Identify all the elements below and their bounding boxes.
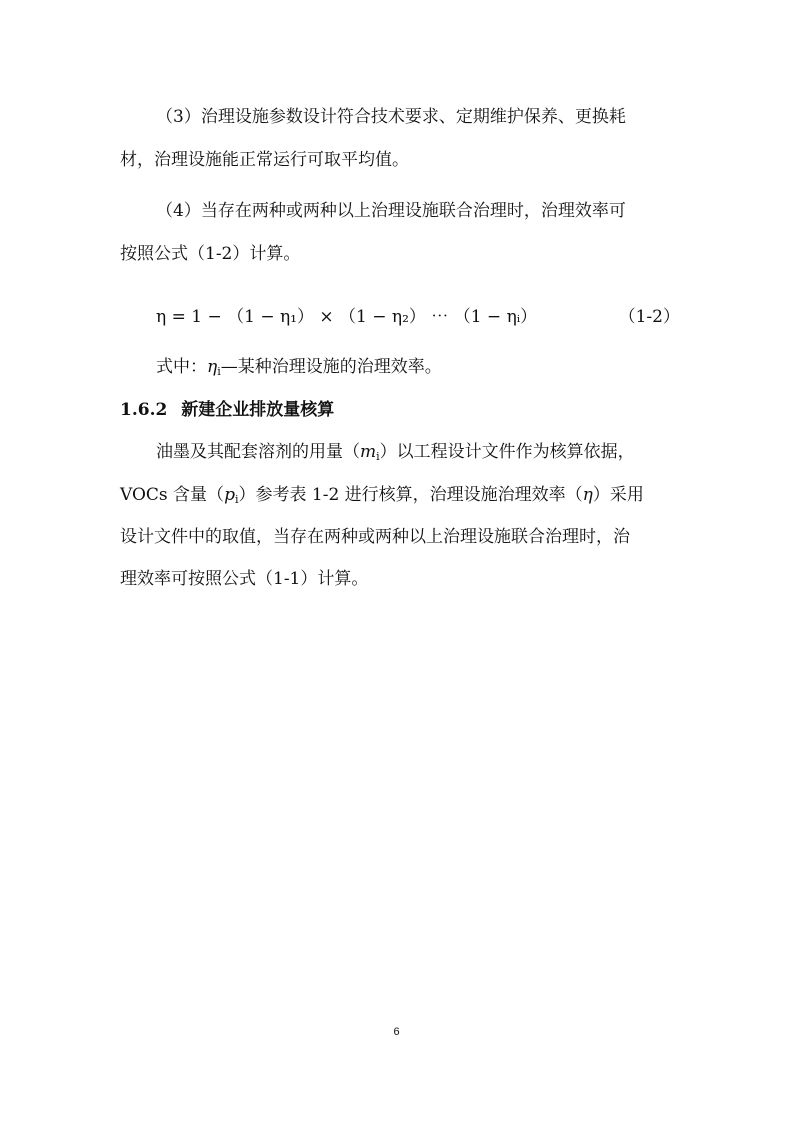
section-heading [120, 399, 680, 421]
section-title: 新建企业排放量核算 [181, 400, 335, 420]
body-line-2: VOCs 含量$(p_i)$参考表 1-2 进行核算，治理设施治理效率（η）采用 [120, 485, 644, 506]
page-number: 6 [393, 1026, 400, 1038]
equation-number: （1-2） [618, 307, 680, 327]
body-line-1: 油墨及其配套溶剂的用量$(m_i)$以工程设计文件作为核算依据， [156, 442, 635, 463]
eta-symbol: η [207, 357, 218, 377]
paragraph-3-line-1: （3）治理设施参数设计符合技术要求、定期维护保养、更换耗 [156, 107, 626, 127]
body-line-4: 理效率可按照公式（1-1）计算。 [120, 569, 369, 589]
paragraph-4-line-1: （4）当存在两种或两种以上治理设施联合治理时，治理效率可 [156, 201, 626, 221]
paragraph-3-line-2: 材，治理设施能正常运行可取平均值。 [120, 150, 409, 170]
efficiency-formula: η = 1 − （1 − η₁） × （1 − η₂） ⋯ （1 − ηᵢ） [156, 307, 538, 327]
paragraph-4-line-2: 按照公式（1-2）计算。 [120, 244, 301, 264]
body-line-3: 设计文件中的取值，当存在两种或两种以上治理设施联合治理时，治 [120, 527, 630, 547]
section-number: 1.6.2 [120, 400, 168, 420]
where-line: 式中：$\eta_i—$某种治理设施的治理效率。 [156, 357, 442, 378]
formula-row [120, 305, 680, 329]
